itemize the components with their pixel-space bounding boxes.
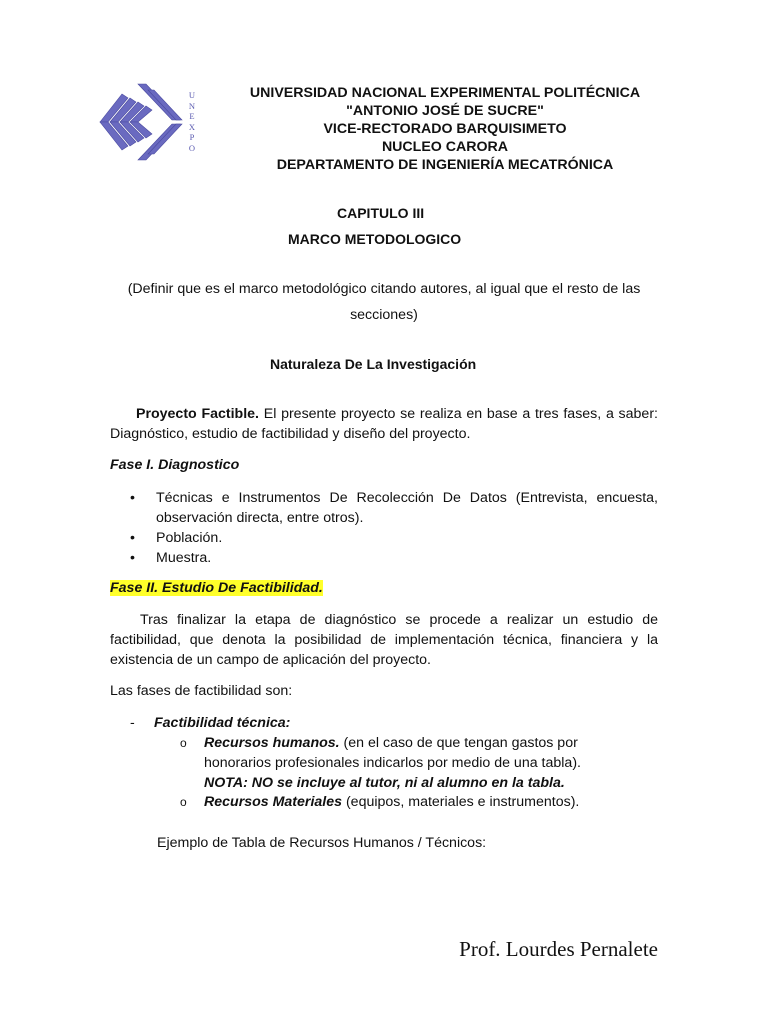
fase1-title: Fase I. Diagnostico [110,457,240,473]
nota: NOTA: NO se incluye al tutor, ni al alumno en la tabla. [204,775,565,791]
circle-bullet-icon: o [180,736,187,750]
recursos-materiales-label: Recursos Materiales [204,794,343,810]
header-line: VICE-RECTORADO BARQUISIMETO [323,121,567,137]
header-line: "ANTONIO JOSÉ DE SUCRE" [346,103,544,119]
dash-marker: - [130,715,135,731]
proyecto-text: El presente proyecto se realiza en base a tres fases, a saber: Diagnóstico, estudio de factibilidad y diseño del proyecto. [110,406,658,442]
fase2-paragraph: Tras finalizar la etapa de diagnóstico se procede a realizar un estudio de factibilidad, que denota la posibilidad de implementación técnica, financiera y la existencia de un campo de aplicación del proyecto. [110,612,658,668]
fases-intro: Las fases de factibilidad son: [110,683,293,699]
factibilidad-tecnica-label: Factibilidad técnica: [154,715,291,731]
example-caption: Ejemplo de Tabla de Recursos Humanos / Técnicos: [157,835,487,851]
recursos-humanos-label: Recursos humanos. [204,735,340,751]
fase2-title [110,580,323,596]
logo-letters: U N E X P O [188,90,196,153]
header-line: UNIVERSIDAD NACIONAL EXPERIMENTAL POLITÉCNICA [249,85,641,101]
proyecto-label: Proyecto Factible. [136,406,259,422]
factibilidad-tecnica-item [110,713,290,733]
list-item: • Técnicas e Instrumentos De Recolección De Datos (Entrevista, encuesta, observación directa, entre otros). [130,490,658,526]
recursos-materiales-item: o Recursos Materiales (equipos, materiales e instrumentos). [180,794,580,810]
recursos-humanos-item: o Recursos humanos. (en el caso de que tengan gastos por honorarios profesionales indicarlos por medio de una tabla). NOTA: NO se incluye al tutor, ni al alumno en la tabla. [180,735,581,791]
list-item: • Muestra. [130,550,212,566]
header-line: NUCLEO CARORA [381,139,509,155]
institution-header [205,84,685,174]
chapter-number: CAPITULO III [337,205,425,221]
circle-bullet-icon: o [180,795,187,809]
list-item: • Población. [130,530,223,546]
intro-note: (Definir que es el marco metodológico citando autores, al igual que el resto de las secciones) [127,281,641,323]
fase1-list [110,488,658,568]
chapter-title: MARCO METODOLOGICO [288,231,462,247]
proyecto-paragraph [110,404,658,444]
header-line: DEPARTAMENTO DE INGENIERÍA MECATRÓNICA [276,157,614,173]
section-title: Naturaleza De La Investigación [270,356,477,372]
fase2-highlight: Fase II. Estudio De Factibilidad. [110,580,323,596]
signature: Prof. Lourdes Pernalete [459,937,658,961]
